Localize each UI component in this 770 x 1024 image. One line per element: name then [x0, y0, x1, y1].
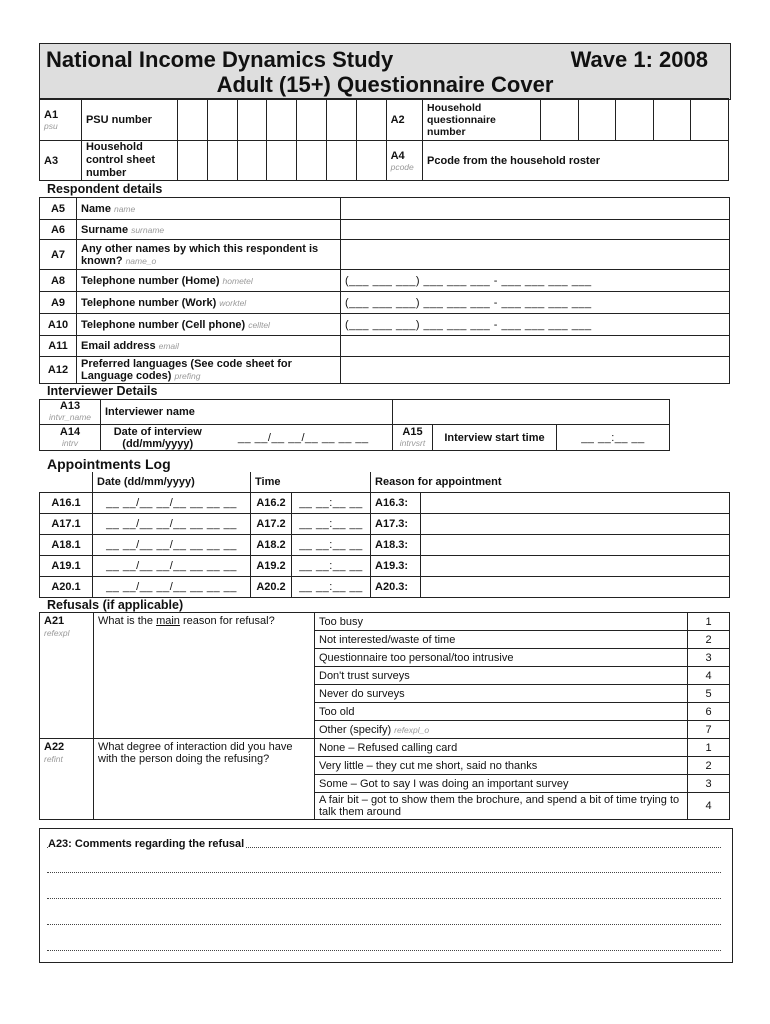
- a3-label: Household control sheet number: [81, 141, 177, 181]
- id-table: [39, 98, 729, 181]
- interaction-code: 4: [688, 793, 730, 820]
- appt-row: [40, 534, 730, 555]
- a1-box[interactable]: [356, 99, 386, 141]
- a9-code: A9: [40, 292, 77, 314]
- refusals-table: [39, 612, 730, 820]
- a4-label: Pcode from the household roster: [423, 141, 729, 181]
- appt-reason-field[interactable]: [421, 555, 730, 576]
- a1-box[interactable]: [297, 99, 327, 141]
- interaction-option[interactable]: Some – Got to say I was doing an important survey: [315, 775, 688, 793]
- appointments-heading: Appointments Log: [47, 456, 171, 472]
- interaction-code: 2: [688, 757, 730, 775]
- a2-label: Household questionnaire number: [423, 99, 541, 141]
- a1-box[interactable]: [267, 99, 297, 141]
- a2-code: A2: [386, 99, 422, 141]
- comments-line[interactable]: [47, 898, 721, 899]
- appt-date-code: A19.1: [40, 555, 93, 576]
- appt-date-code: A18.1: [40, 534, 93, 555]
- a3-box[interactable]: [297, 141, 327, 181]
- a11-code: A11: [40, 336, 77, 357]
- a3-box[interactable]: [207, 141, 237, 181]
- appt-row: [40, 576, 730, 597]
- appt-reason-code: A18.3:: [371, 534, 421, 555]
- appt-row: [40, 555, 730, 576]
- appt-time-field[interactable]: __ __:__ __: [292, 492, 371, 513]
- surname-field[interactable]: [341, 220, 730, 240]
- name-field[interactable]: [341, 198, 730, 220]
- appt-col-reason: Reason for appointment: [371, 472, 730, 492]
- appt-col-time: Time: [251, 472, 371, 492]
- appt-date-field[interactable]: __ __/__ __/__ __ __ __: [93, 576, 251, 597]
- a6-label: Surname surname: [77, 220, 341, 240]
- a1-box[interactable]: [237, 99, 267, 141]
- appt-reason-field[interactable]: [421, 534, 730, 555]
- refusal-reason-option[interactable]: Too old: [315, 703, 688, 721]
- a5-label: Name name: [77, 198, 341, 220]
- appt-row: [40, 513, 730, 534]
- comments-label: A23: Comments regarding the refusal: [48, 838, 245, 850]
- a2-box[interactable]: [616, 99, 654, 141]
- appointments-table: [39, 472, 730, 598]
- a8-code: A8: [40, 270, 77, 292]
- appt-date-code: A16.1: [40, 492, 93, 513]
- a7-code: A7: [40, 240, 77, 270]
- appt-reason-field[interactable]: [421, 492, 730, 513]
- appt-date-code: A17.1: [40, 513, 93, 534]
- interviewer-table: [39, 399, 670, 451]
- a3-code: A3: [40, 141, 82, 181]
- interview-date-field[interactable]: __ __/__ __/__ __ __ __: [215, 425, 393, 451]
- appt-date-field[interactable]: __ __/__ __/__ __ __ __: [93, 513, 251, 534]
- appt-time-code: A18.2: [251, 534, 292, 555]
- appt-reason-code: A20.3:: [371, 576, 421, 597]
- refusal-reason-option[interactable]: Never do surveys: [315, 685, 688, 703]
- appt-reason-code: A17.3:: [371, 513, 421, 534]
- refusal-reason-option[interactable]: Too busy: [315, 613, 688, 631]
- a13-label: Interviewer name: [101, 400, 215, 425]
- a11-label: Email address email: [77, 336, 341, 357]
- a1-box[interactable]: [327, 99, 357, 141]
- comments-box: [39, 828, 733, 963]
- a2-box[interactable]: [578, 99, 616, 141]
- a3-box[interactable]: [267, 141, 297, 181]
- refusal-reason-code: 2: [688, 631, 730, 649]
- home-phone-field[interactable]: (___ ___ ___) ___ ___ ___ - ___ ___ ___ ___: [341, 270, 730, 292]
- languages-field[interactable]: [341, 357, 730, 384]
- a5-code: A5: [40, 198, 77, 220]
- a6-code: A6: [40, 220, 77, 240]
- appt-col-date: Date (dd/mm/yyyy): [93, 472, 251, 492]
- a15-label: Interview start time: [433, 425, 557, 451]
- interaction-option[interactable]: Very little – they cut me short, said no thanks: [315, 757, 688, 775]
- refusal-reason-code: 6: [688, 703, 730, 721]
- a1-code: A1 psu: [40, 99, 82, 141]
- interaction-code: 3: [688, 775, 730, 793]
- refusal-reason-option[interactable]: Other (specify) refexpl_o: [315, 721, 688, 739]
- comments-line[interactable]: [47, 924, 721, 925]
- respondent-table: [39, 197, 730, 384]
- appt-time-field[interactable]: __ __:__ __: [292, 576, 371, 597]
- interviewer-name-field[interactable]: [393, 400, 670, 425]
- appt-header-blank: [40, 472, 93, 492]
- comments-line[interactable]: [47, 872, 721, 873]
- a2-box[interactable]: [653, 99, 691, 141]
- appt-row: [40, 492, 730, 513]
- a21-question: What is the main reason for refusal?: [94, 613, 315, 739]
- a4-code: A4 pcode: [386, 141, 422, 181]
- refusal-reason-code: 4: [688, 667, 730, 685]
- appt-reason-code: A19.3:: [371, 555, 421, 576]
- respondent-heading: Respondent details: [47, 182, 163, 196]
- refusal-reason-code: 7: [688, 721, 730, 739]
- a8-label: Telephone number (Home) hometel: [77, 270, 341, 292]
- a7-label: Any other names by which this respondent is known? name_o: [77, 240, 341, 270]
- header-box: [39, 43, 731, 100]
- refusal-reason-option[interactable]: Don't trust surveys: [315, 667, 688, 685]
- a10-label: Telephone number (Cell phone) celltel: [77, 314, 341, 336]
- work-phone-field[interactable]: (___ ___ ___) ___ ___ ___ - ___ ___ ___ ___: [341, 292, 730, 314]
- a1-label: PSU number: [81, 99, 177, 141]
- a2-box[interactable]: [691, 99, 729, 141]
- a22-code: A22 refint: [40, 739, 94, 820]
- appt-time-field[interactable]: __ __:__ __: [292, 513, 371, 534]
- a10-code: A10: [40, 314, 77, 336]
- cell-phone-field[interactable]: (___ ___ ___) ___ ___ ___ - ___ ___ ___ ___: [341, 314, 730, 336]
- appt-reason-field[interactable]: [421, 513, 730, 534]
- a3-box[interactable]: [237, 141, 267, 181]
- other-names-field[interactable]: [341, 240, 730, 270]
- a1-box[interactable]: [207, 99, 237, 141]
- a3-box[interactable]: [178, 141, 208, 181]
- a13-spacer: [215, 400, 393, 425]
- wave-label: Wave 1: 2008: [570, 47, 708, 72]
- email-field[interactable]: [341, 336, 730, 357]
- appt-time-field[interactable]: __ __:__ __: [292, 534, 371, 555]
- interview-start-field[interactable]: __ __:__ __: [557, 425, 670, 451]
- a3-box[interactable]: [356, 141, 386, 181]
- interviewer-heading: Interviewer Details: [47, 384, 158, 398]
- interaction-option[interactable]: A fair bit – got to show them the brochure, and spend a bit of time trying to talk them around: [315, 793, 688, 820]
- a3-box[interactable]: [327, 141, 357, 181]
- a21-code: A21 refexpl: [40, 613, 94, 739]
- appt-time-field[interactable]: __ __:__ __: [292, 555, 371, 576]
- appt-time-code: A20.2: [251, 576, 292, 597]
- refusal-reason-option[interactable]: Questionnaire too personal/too intrusive: [315, 649, 688, 667]
- a12-code: A12: [40, 357, 77, 384]
- appt-reason-code: A16.3:: [371, 492, 421, 513]
- comments-line[interactable]: [47, 950, 721, 951]
- a13-code: A13 intvr_name: [40, 400, 101, 425]
- page-title: Adult (15+) Questionnaire Cover: [216, 72, 554, 97]
- a15-code: A15 intrvsrt: [393, 425, 433, 451]
- appt-date-field[interactable]: __ __/__ __/__ __ __ __: [93, 534, 251, 555]
- appt-date-field[interactable]: __ __/__ __/__ __ __ __: [93, 555, 251, 576]
- appt-time-code: A19.2: [251, 555, 292, 576]
- appt-date-field[interactable]: __ __/__ __/__ __ __ __: [93, 492, 251, 513]
- study-title: National Income Dynamics Study: [46, 47, 394, 72]
- refusal-reason-code: 1: [688, 613, 730, 631]
- refusal-reason-code: 5: [688, 685, 730, 703]
- refusal-reason-code: 3: [688, 649, 730, 667]
- refusal-reason-option[interactable]: Not interested/waste of time: [315, 631, 688, 649]
- interaction-code: 1: [688, 739, 730, 757]
- a2-box[interactable]: [541, 99, 579, 141]
- appt-time-code: A17.2: [251, 513, 292, 534]
- appt-date-code: A20.1: [40, 576, 93, 597]
- appt-time-code: A16.2: [251, 492, 292, 513]
- a22-question: What degree of interaction did you have with the person doing the refusing?: [94, 739, 315, 820]
- a12-label: Preferred languages (See code sheet for Language codes) prefing: [77, 357, 341, 384]
- a1-box[interactable]: [178, 99, 208, 141]
- a14-label: Date of interview (dd/mm/yyyy): [101, 425, 215, 451]
- appt-reason-field[interactable]: [421, 576, 730, 597]
- interaction-option[interactable]: None – Refused calling card: [315, 739, 688, 757]
- a9-label: Telephone number (Work) worktel: [77, 292, 341, 314]
- refusals-heading: Refusals (if applicable): [47, 598, 184, 612]
- a14-code: A14 intrv: [40, 425, 101, 451]
